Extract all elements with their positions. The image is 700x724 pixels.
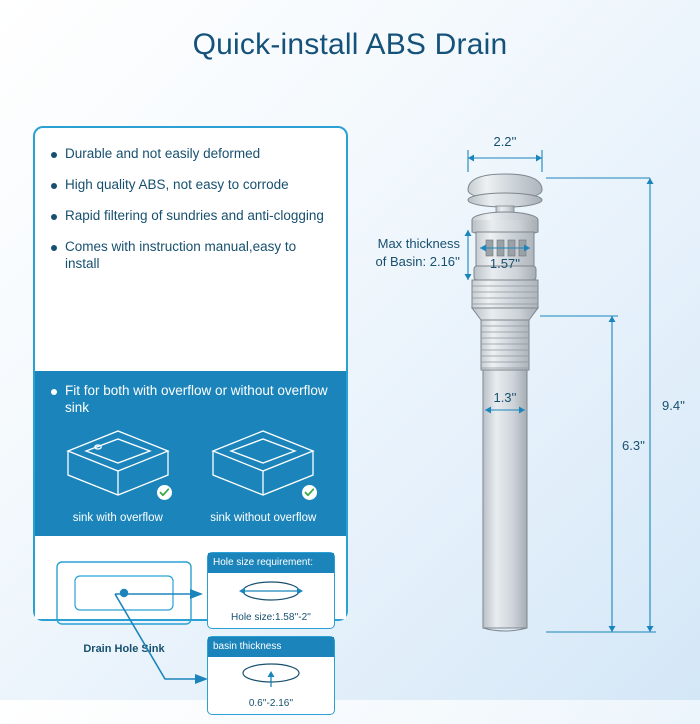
drain-hole-sink-label: Drain Hole Sink [83,643,165,655]
hole-size-callout-body [208,573,334,628]
feature-text: Durable and not easily deformed [65,146,261,161]
list-item [51,208,332,225]
basin-thickness-callout [207,636,335,715]
dim-max-thickness-line2: of Basin: 2.16'' [375,254,460,269]
sink-caption: sink without overflow [210,511,317,524]
bullet-dot-icon [51,214,57,220]
overflow-headline [35,371,346,417]
sink-with-overflow [52,423,184,524]
check-badge [157,485,172,500]
features-panel [33,126,348,709]
dim-total-height: 9.4'' [662,398,686,413]
basin-thickness-value: 0.6''-2.16'' [248,698,294,709]
page-title: Quick-install ABS Drain [192,28,508,61]
hole-ellipse-icon [215,577,327,605]
check-icon [304,487,315,498]
hole-size-callout [207,552,335,629]
sink-examples [35,423,346,524]
feature-text: Rapid filtering of sundries and anti-clogging [65,207,324,223]
sink-without-overflow [197,423,329,524]
check-badge [302,485,317,500]
dim-cap-inner: 1.57'' [489,256,521,271]
hole-size-value: Hole size:1.58''-2'' [231,612,311,623]
bullet-dot-icon [51,245,57,251]
hole-size-callout-header: Hole size requirement: [208,553,334,573]
hole-requirement-section [35,536,346,709]
basin-thickness-icon [215,661,327,691]
check-icon [159,487,170,498]
dim-lower-height: 6.3'' [622,438,646,453]
dim-max-thickness-line1: Max thickness [377,236,460,251]
features-list [35,128,346,292]
overflow-headline-text: Fit for both with overflow or without overflow sink [65,383,328,415]
feature-text: High quality ABS, not easy to corrode [65,176,289,192]
feature-text: Comes with instruction manual,easy to install [65,238,297,271]
list-item [51,239,332,273]
basin-thickness-callout-body [208,657,334,714]
drain-technical-drawing [350,120,700,660]
bullet-dot-icon [51,152,57,158]
dim-tube-width: 1.3'' [493,390,517,405]
overflow-section [35,371,346,536]
dim-top-width: 2.2'' [493,134,517,149]
list-item [51,177,332,194]
basin-thickness-callout-header: basin thickness [208,637,334,657]
bullet-dot-icon [51,389,57,395]
list-item [51,146,332,163]
bullet-dot-icon [51,183,57,189]
sink-caption: sink with overflow [72,511,163,524]
